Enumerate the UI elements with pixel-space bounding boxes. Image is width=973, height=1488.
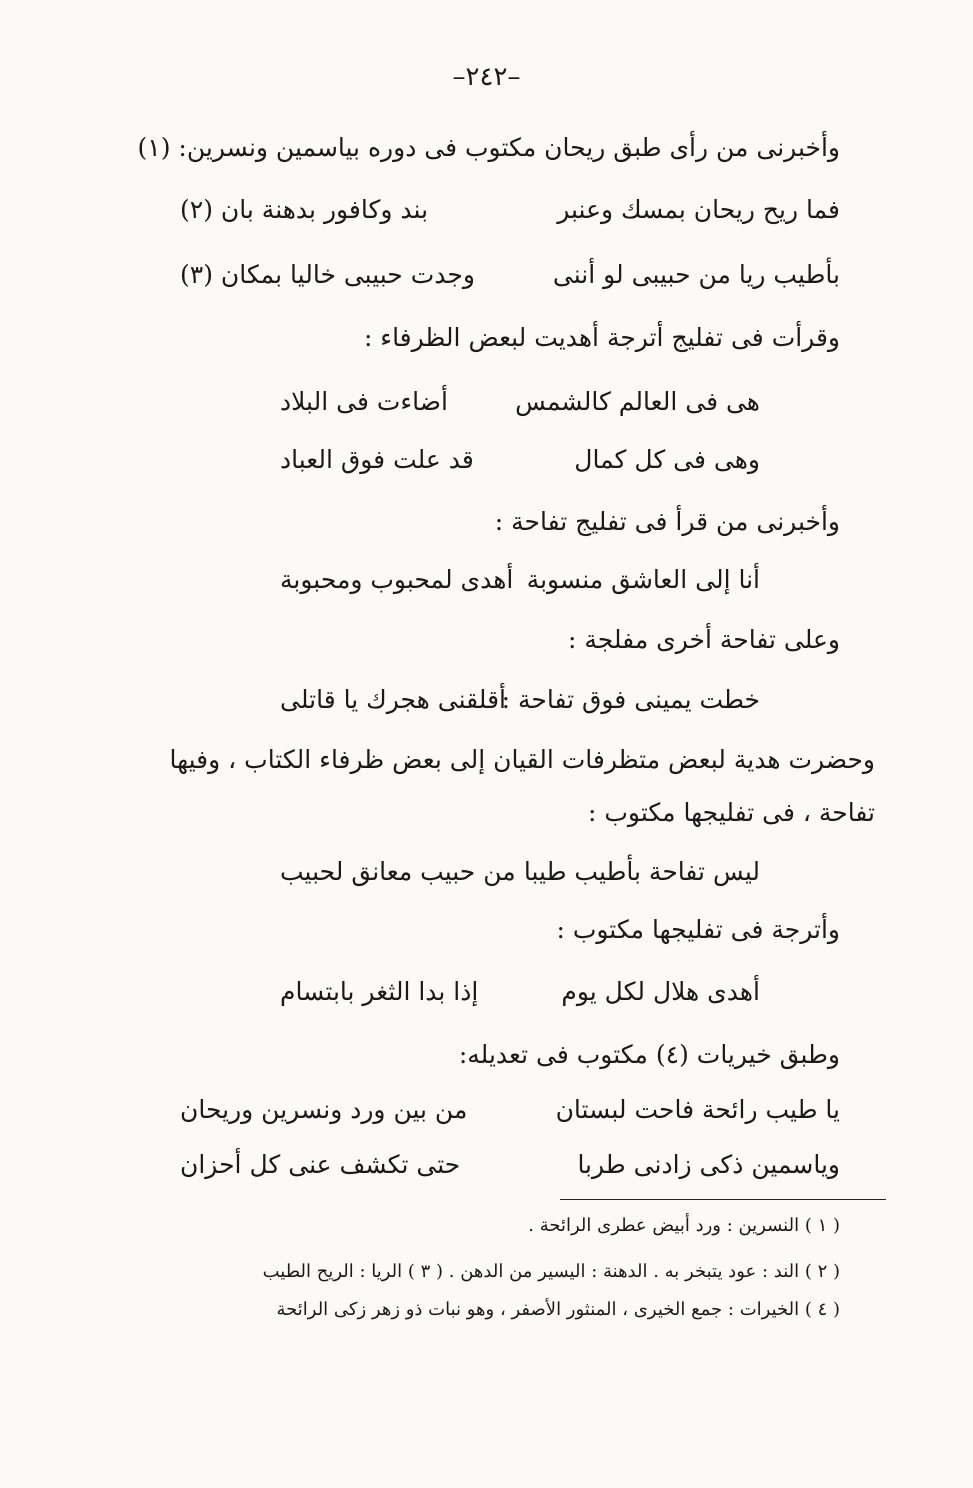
verse-first-hemistich: ليس تفاحة بأطيب طيبا — [523, 857, 760, 886]
prose-line: وعلى تفاحة أخرى مفلجة : — [567, 625, 840, 654]
prose-line: وقرأت فى تفليج أترجة أهديت لبعض الظرفاء : — [363, 323, 840, 352]
verse-line — [150, 190, 840, 230]
footnote: ( ٤ ) الخيرات : جمع الخيرى ، المنثور الأصفر ، وهو نبات ذو زهر زكى الرائحة — [276, 1299, 840, 1320]
verse-first-hemistich: وهى فى كل كمال — [574, 445, 760, 474]
verse-line — [150, 852, 840, 892]
verse-first-hemistich: أنا إلى العاشق منسوبة — [526, 565, 760, 594]
prose-line: وأخبرنى من قرأ فى تفليج تفاحة : — [494, 507, 840, 536]
verse-line — [150, 680, 840, 720]
verse-second-hemistich: بند وكافور بدهنة بان (٢) — [180, 195, 429, 224]
verse-first-hemistich: أهدى هلال لكل يوم — [561, 977, 760, 1006]
verse-second-hemistich: أضاءت فى البلاد — [280, 387, 448, 416]
footnote: ( ٢ ) الند : عود يتبخر به . الدهنة : اليسير من الدهن . ( ٣ ) الريا : الريح الطيب — [262, 1261, 840, 1282]
prose-line: وأترجة فى تفليجها مكتوب : — [556, 915, 840, 944]
verse-first-hemistich: خطت يمينى فوق تفاحة : — [501, 685, 760, 714]
verse-second-hemistich: أقلقنى هجرك يا قاتلى — [280, 685, 506, 714]
footnote-divider — [560, 1199, 886, 1200]
verse-first-hemistich: يا طيب رائحة فاحت لبستان — [555, 1095, 840, 1124]
verse-line — [150, 255, 840, 295]
verse-second-hemistich: أهدى لمحبوب ومحبوبة — [280, 565, 514, 594]
page-number: –٢٤٢– — [452, 62, 521, 92]
verse-line — [150, 1090, 840, 1130]
verse-second-hemistich: حتى تكشف عنى كل أحزان — [180, 1150, 461, 1179]
verse-first-hemistich: فما ريح ريحان بمسك وعنبر — [557, 195, 840, 224]
prose-line: وحضرت هدية لبعض متظرفات القيان إلى بعض ظرفاء الكتاب ، وفيها — [169, 745, 875, 774]
verse-second-hemistich: من حبيب معانق لحبيب — [280, 857, 516, 886]
prose-line: وأخبرنى من رأى طبق ريحان مكتوب فى دوره بياسمين ونسرين: (١) — [137, 133, 840, 162]
verse-second-hemistich: قد علت فوق العباد — [280, 445, 474, 474]
verse-second-hemistich: من بين ورد ونسرين وريحان — [180, 1095, 468, 1124]
verse-line — [150, 560, 840, 600]
verse-line — [150, 382, 840, 422]
verse-second-hemistich: إذا بدا الثغر بابتسام — [280, 977, 479, 1006]
verse-line — [150, 1145, 840, 1185]
prose-line: وطبق خيريات (٤) مكتوب فى تعديله: — [458, 1040, 840, 1069]
verse-second-hemistich: وجدت حبيبى خاليا بمكان (٣) — [180, 260, 475, 289]
verse-first-hemistich: بأطيب ريا من حبيبى لو أننى — [552, 260, 840, 289]
verse-line — [150, 972, 840, 1012]
verse-first-hemistich: وياسمين ذكى زادنى طربا — [577, 1150, 840, 1179]
verse-line — [150, 440, 840, 480]
footnote: ( ١ ) النسرين : ورد أبيض عطرى الرائحة . — [528, 1215, 840, 1236]
verse-first-hemistich: هى فى العالم كالشمس — [515, 387, 760, 416]
prose-line: تفاحة ، فى تفليجها مكتوب : — [588, 798, 875, 827]
